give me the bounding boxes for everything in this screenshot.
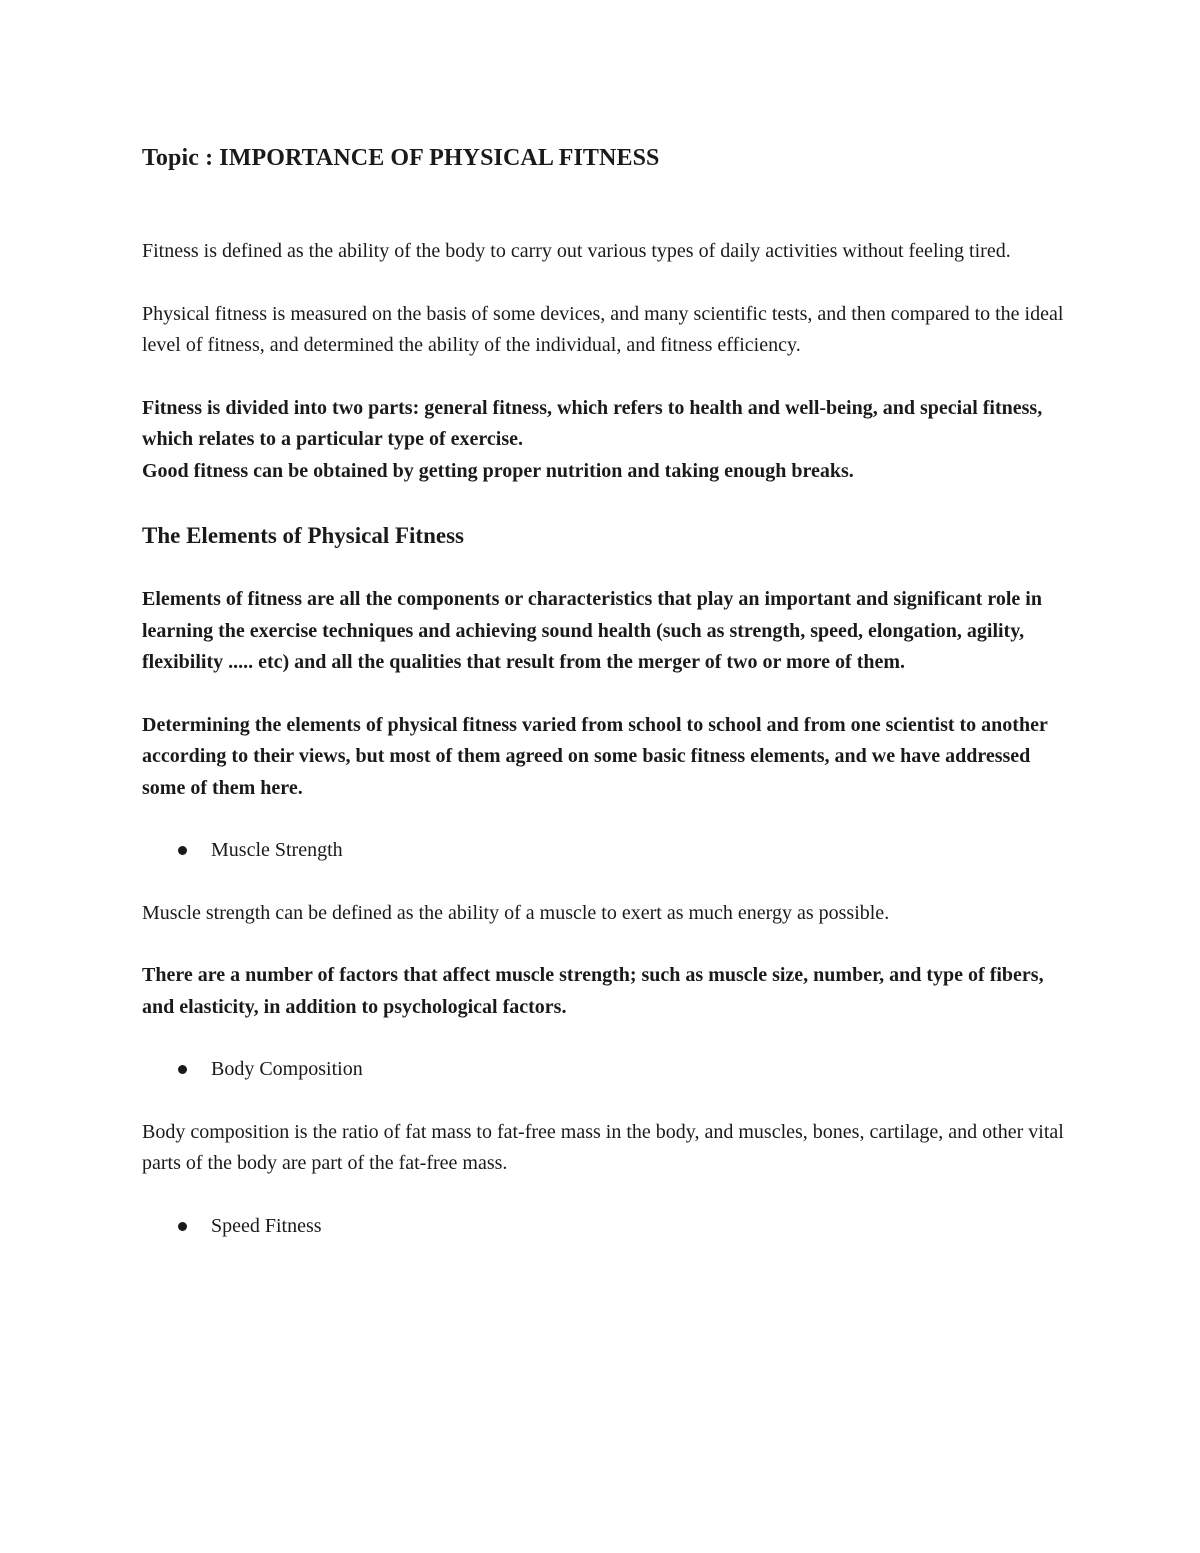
list-item — [142, 1211, 1072, 1243]
bullet-label: Body Composition — [211, 1058, 363, 1080]
intro-paragraph-2: Physical fitness is measured on the basis of some devices, and many scientific tests, and then compared to the ideal level of fitness, and determined the ability of the individual, and fitness efficiency. — [142, 302, 1064, 356]
document-page — [142, 140, 1072, 1242]
body-composition-definition: Body composition is the ratio of fat mass to fat-free mass in the body, and muscles, bones, cartilage, and other vital parts of the body are part of the fat-free mass. — [142, 1120, 1064, 1174]
document-title: Topic : IMPORTANCE OF PHYSICAL FITNESS — [142, 145, 660, 171]
elements-paragraph-2: Determining the elements of physical fitness varied from school to school and from one scientist to another according to their views, but most of them agreed on some basic fitness elements, and we have addressed some of them here. — [142, 713, 1048, 799]
bullet-list-3 — [142, 1211, 1072, 1243]
muscle-strength-factors: There are a number of factors that affect muscle strength; such as muscle size, number, and type of fibers, and elasticity, in addition to psychological factors. — [142, 964, 1044, 1018]
bullet-list-2 — [142, 1054, 1072, 1086]
muscle-strength-definition: Muscle strength can be defined as the ability of a muscle to exert as much energy as possible. — [142, 901, 890, 924]
intro-paragraph-1: Fitness is defined as the ability of the body to carry out various types of daily activities without feeling tired. — [142, 240, 1011, 262]
list-item — [142, 1054, 1072, 1086]
fitness-parts-line-1: Fitness is divided into two parts: general fitness, which refers to health and well-being, and special fitness, which relates to a particular type of exercise. — [142, 396, 1043, 450]
bullet-label: Muscle Strength — [211, 839, 343, 861]
bullet-dot-icon — [178, 1222, 187, 1231]
bullet-list-1 — [142, 835, 1072, 867]
bullet-dot-icon — [178, 846, 187, 855]
bullet-label: Speed Fitness — [211, 1214, 322, 1237]
fitness-parts-paragraph — [142, 393, 1072, 488]
elements-paragraph-1: Elements of fitness are all the components or characteristics that play an important and significant role in learning the exercise techniques and achieving sound health (such as strength, speed, elongation, agility, flexibility ..... etc) and all the qualities that result from the merger of two or more of them. — [142, 588, 1042, 673]
fitness-parts-line-2: Good fitness can be obtained by getting proper nutrition and taking enough breaks. — [142, 459, 854, 482]
bullet-dot-icon — [178, 1065, 187, 1074]
list-item — [142, 835, 1072, 867]
section-heading: The Elements of Physical Fitness — [142, 523, 464, 548]
